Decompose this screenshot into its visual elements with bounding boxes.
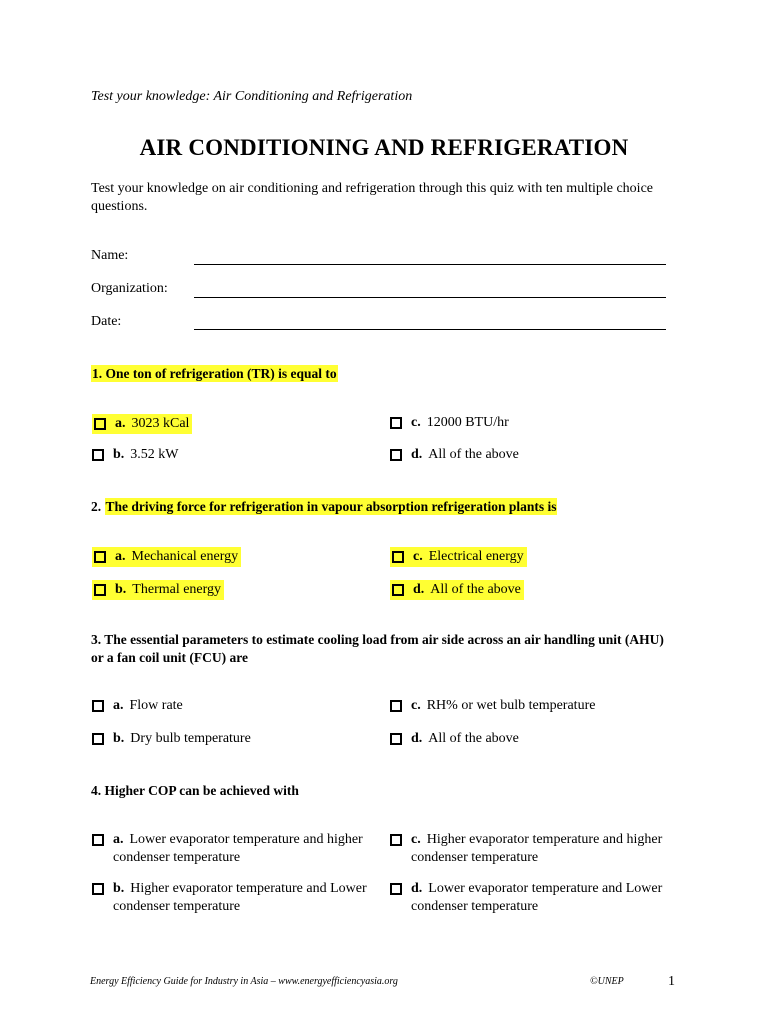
- q4-option-a-text: Lower evaporator temperature and higher condenser temperature: [113, 832, 363, 865]
- question-3-text: The essential parameters to estimate cooling load from air side across an air handling unit (AHU) or a fan coil unit (FCU) are: [91, 632, 664, 665]
- checkbox-icon[interactable]: [392, 584, 404, 596]
- organization-label: Organization:: [91, 281, 168, 296]
- name-label: Name:: [91, 248, 129, 263]
- checkbox-icon[interactable]: [92, 700, 104, 712]
- question-3: [91, 631, 666, 667]
- checkbox-icon[interactable]: [390, 733, 402, 745]
- organization-line[interactable]: [194, 297, 666, 298]
- checkbox-icon[interactable]: [390, 700, 402, 712]
- q2-option-d-text: All of the above: [430, 582, 521, 597]
- q2-option-c[interactable]: [390, 547, 527, 567]
- question-1: [91, 365, 681, 383]
- q4-option-d-body: [411, 880, 671, 916]
- q1-option-c-letter: c.: [411, 415, 421, 430]
- q4-option-b-body: [113, 880, 373, 916]
- footer-copyright: ©UNEP: [590, 976, 624, 987]
- q4-option-c-body: [411, 831, 671, 867]
- q4-option-b[interactable]: [92, 880, 373, 916]
- q1-option-b-text: 3.52 kW: [130, 447, 179, 462]
- q1-option-b-letter: b.: [113, 447, 125, 462]
- checkbox-icon[interactable]: [92, 449, 104, 461]
- checkbox-icon[interactable]: [94, 418, 106, 430]
- name-line[interactable]: [194, 264, 666, 265]
- question-4-text: Higher COP can be achieved with: [104, 783, 299, 798]
- question-1-text: One ton of refrigeration (TR) is equal to: [105, 366, 337, 381]
- q2-option-c-letter: c.: [413, 549, 423, 564]
- question-4: [91, 782, 681, 800]
- q4-option-c-text: Higher evaporator temperature and higher condenser temperature: [411, 832, 663, 865]
- q1-option-b[interactable]: [92, 446, 179, 464]
- checkbox-icon[interactable]: [390, 449, 402, 461]
- q4-option-a-letter: a.: [113, 832, 124, 847]
- q2-option-a[interactable]: [92, 547, 241, 567]
- question-2-number: 2.: [91, 499, 102, 514]
- q2-option-a-highlight: [92, 547, 241, 567]
- q1-option-a-text: 3023 kCal: [131, 416, 190, 431]
- q1-option-c-text: 12000 BTU/hr: [426, 415, 509, 430]
- question-1-number: 1.: [92, 366, 103, 381]
- date-line[interactable]: [194, 329, 666, 330]
- question-3-number: 3.: [91, 632, 102, 647]
- running-header: Test your knowledge: Air Conditioning and Refrigeration: [91, 89, 413, 104]
- checkbox-icon[interactable]: [390, 417, 402, 429]
- checkbox-icon[interactable]: [92, 733, 104, 745]
- question-1-highlight: [91, 365, 338, 382]
- q4-option-d-text: Lower evaporator temperature and Lower condenser temperature: [411, 881, 663, 914]
- checkbox-icon[interactable]: [392, 551, 404, 563]
- q2-option-a-letter: a.: [115, 549, 126, 564]
- q4-option-b-text: Higher evaporator temperature and Lower condenser temperature: [113, 881, 367, 914]
- checkbox-icon[interactable]: [94, 584, 106, 596]
- q4-option-c[interactable]: [390, 831, 671, 867]
- q2-option-b-highlight: [92, 580, 224, 600]
- question-2: [91, 498, 681, 516]
- q4-option-b-letter: b.: [113, 881, 125, 896]
- q1-option-a-letter: a.: [115, 416, 126, 431]
- intro-paragraph: Test your knowledge on air conditioning and refrigeration through this quiz with ten multiple choice questions.: [91, 181, 653, 214]
- q1-option-d-text: All of the above: [428, 447, 519, 462]
- q2-option-b[interactable]: [92, 580, 224, 600]
- page-number: 1: [668, 974, 675, 989]
- q2-option-d-highlight: [390, 580, 524, 600]
- q3-option-b-text: Dry bulb temperature: [130, 731, 251, 746]
- checkbox-icon[interactable]: [92, 834, 104, 846]
- q3-option-c-letter: c.: [411, 698, 421, 713]
- q3-option-a-text: Flow rate: [129, 698, 183, 713]
- page-title: AIR CONDITIONING AND REFRIGERATION: [139, 135, 629, 160]
- checkbox-icon[interactable]: [92, 883, 104, 895]
- footer-guide: Energy Efficiency Guide for Industry in Asia – www.energyefficiencyasia.org: [90, 976, 398, 987]
- q4-option-a-body: [113, 831, 373, 867]
- q3-option-c-text: RH% or wet bulb temperature: [426, 698, 596, 713]
- q2-option-d-letter: d.: [413, 582, 425, 597]
- q4-option-a[interactable]: [92, 831, 373, 867]
- q2-option-b-text: Thermal energy: [132, 582, 222, 597]
- question-2-text: The driving force for refrigeration in vapour absorption refrigeration plants is: [105, 499, 557, 514]
- q2-option-d[interactable]: [390, 580, 524, 600]
- q4-option-d-letter: d.: [411, 881, 423, 896]
- q3-option-b[interactable]: [92, 730, 251, 748]
- q1-option-d-letter: d.: [411, 447, 423, 462]
- q3-option-a-letter: a.: [113, 698, 124, 713]
- q3-option-d-letter: d.: [411, 731, 423, 746]
- checkbox-icon[interactable]: [390, 883, 402, 895]
- question-4-number: 4.: [91, 783, 102, 798]
- checkbox-icon[interactable]: [94, 551, 106, 563]
- q2-option-c-highlight: [390, 547, 527, 567]
- q4-option-c-letter: c.: [411, 832, 421, 847]
- q2-option-b-letter: b.: [115, 582, 127, 597]
- q1-option-c[interactable]: [390, 414, 509, 432]
- q1-option-d[interactable]: [390, 446, 519, 464]
- q1-option-a-highlight: [92, 414, 192, 434]
- checkbox-icon[interactable]: [390, 834, 402, 846]
- q3-option-c[interactable]: [390, 697, 595, 715]
- q2-option-a-text: Mechanical energy: [131, 549, 239, 564]
- q4-option-d[interactable]: [390, 880, 671, 916]
- q3-option-d-text: All of the above: [428, 731, 519, 746]
- q2-option-c-text: Electrical energy: [428, 549, 524, 564]
- q3-option-d[interactable]: [390, 730, 519, 748]
- date-label: Date:: [91, 314, 122, 329]
- q3-option-a[interactable]: [92, 697, 183, 715]
- q3-option-b-letter: b.: [113, 731, 125, 746]
- q1-option-a[interactable]: [92, 414, 192, 434]
